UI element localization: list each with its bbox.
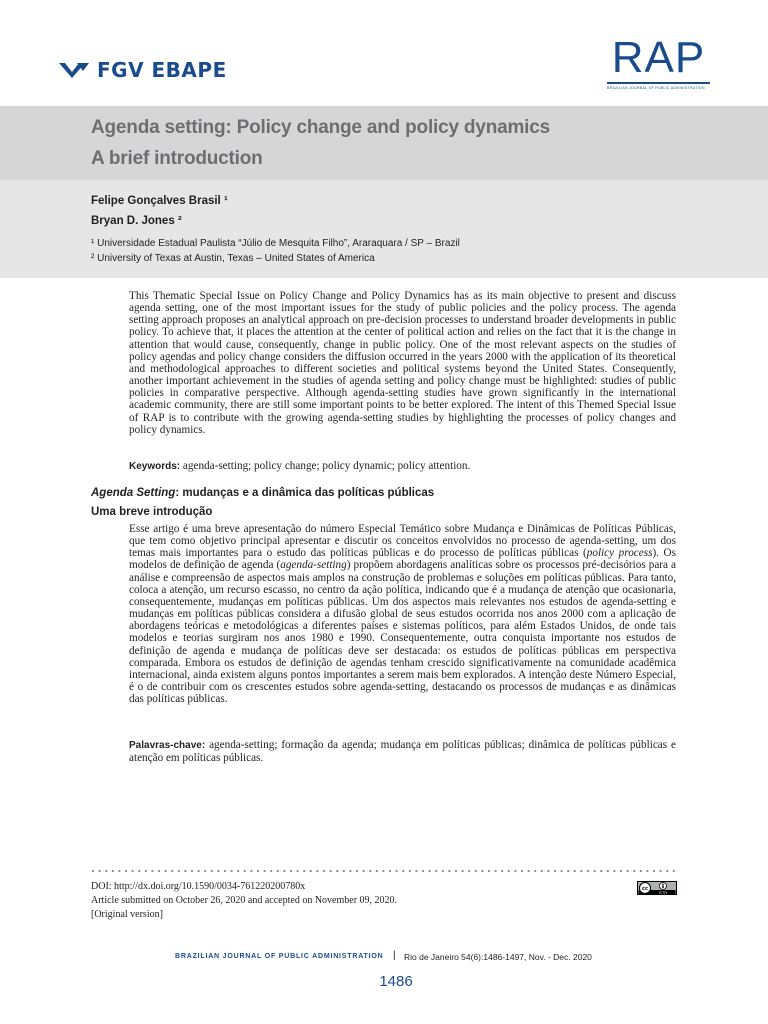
divider-dot	[600, 870, 602, 872]
divider-dot	[237, 870, 239, 872]
keywords-english	[129, 460, 676, 473]
divider-dot	[627, 870, 629, 872]
divider-dot	[666, 870, 668, 872]
divider-dot	[316, 870, 318, 872]
divider-dot	[613, 870, 615, 872]
keywords-text: agenda-setting; policy change; policy dynamic; policy attention.	[180, 460, 471, 472]
divider-dot	[211, 870, 213, 872]
abstract-portuguese-text: Esse artigo é uma breve apresentação do número Especial Temático sobre Mudança e Dinâmicas de Políticas Públicas, que tem como objetivo principal apresentar e discutir os conceitos envolvidos no processo de agenda-setting, um dos temas mais importantes para o estudo das políticas públicas e do processo de políticas públicas (	[129, 523, 676, 560]
divider-dot	[640, 870, 642, 872]
portuguese-subtitle: Uma breve introdução	[91, 506, 213, 518]
footer-separator: |	[393, 950, 396, 961]
divider-dot	[528, 870, 530, 872]
author-name: Bryan D. Jones ²	[91, 215, 182, 227]
journal-name: BRAZILIAN JOURNAL OF PUBLIC ADMINISTRATION	[175, 953, 384, 960]
divider-dot	[574, 870, 576, 872]
divider-dot	[376, 870, 378, 872]
divider-dot	[145, 870, 147, 872]
cc-badge-label: cc by	[658, 890, 668, 895]
rap-logo-subtitle: BRAZILIAN JOURNAL OF PUBLIC ADMINISTRATION	[607, 86, 705, 90]
divider-dot	[323, 870, 325, 872]
divider-dot	[303, 870, 305, 872]
abstract-portuguese-text: ) propõem abordagens analíticas sobre os processos pré-decisórios para a análise e compreensão de aspectos mais amplos na construção de problemas e soluções em políticas públicas. Para tanto, coloca a atenção, um recurso escasso, no centro da ação política, indicando que é a mudança de atenção que ocasionaria, consequentemente, mudanças em políticas públicas. Um dos aspectos mais relevantes nos estudos de agenda-setting e mudanças em políticas públicas considera a difusão global de seus estudos ocorrida nos anos 2000 com a aplicação de abordagens teóricas e metodológicas a diferentes países e sistemas políticos, para além Estados Unidos, de onde tais modelos e teorias surgiram nos anos 1980 e 1990. Consequentemente, outra conquista importante nos estudos de definição de agenda e mudança de políticas deve ser destacada: os estudos de políticas públicas em perspectiva comparada. Embora os estudos de definição de agendas tenham crescido significativamente na comunidade acadêmica internacional, ainda existem alguns pontos importantes a serem mais bem explorados. A intenção deste Número Especial, é o de contribuir com os crescentes estudos sobre agenda-setting, destacando os processos de mudanças e as dinâmicas das políticas públicas.	[129, 559, 676, 706]
divider-dot	[442, 870, 444, 872]
divider-dot	[257, 870, 259, 872]
divider-dot	[607, 870, 609, 872]
divider-dot	[382, 870, 384, 872]
divider-dot	[356, 870, 358, 872]
divider-dot	[363, 870, 365, 872]
divider-dot	[138, 870, 140, 872]
divider-dot	[594, 870, 596, 872]
fgv-ebape-logo	[59, 58, 227, 82]
divider-dot	[105, 870, 107, 872]
divider-dot	[283, 870, 285, 872]
keywords-pt-label: Palavras-chave:	[129, 740, 206, 751]
divider-dot	[92, 870, 94, 872]
divider-dot	[396, 870, 398, 872]
divider-dot	[435, 870, 437, 872]
divider-dot	[554, 870, 556, 872]
author-name: Felipe Gonçalves Brasil ¹	[91, 195, 228, 207]
divider-dot	[448, 870, 450, 872]
divider-dot	[567, 870, 569, 872]
divider-dot	[620, 870, 622, 872]
divider-dot	[409, 870, 411, 872]
divider-dot	[429, 870, 431, 872]
divider-dot	[633, 870, 635, 872]
divider-dot	[336, 870, 338, 872]
divider-dot	[151, 870, 153, 872]
divider-dot	[349, 870, 351, 872]
divider-dot	[488, 870, 490, 872]
fgv-logo-text: FGV EBAPE	[97, 58, 227, 82]
divider-dot	[343, 870, 345, 872]
divider-dot	[534, 870, 536, 872]
portuguese-title-rest: : mudanças e a dinâmica das políticas públicas	[175, 487, 435, 499]
divider-dot	[587, 870, 589, 872]
divider-dot	[660, 870, 662, 872]
divider-dot	[369, 870, 371, 872]
divider-dot	[541, 870, 543, 872]
divider-dot	[264, 870, 266, 872]
divider-dot	[580, 870, 582, 872]
divider-dot	[270, 870, 272, 872]
divider-dot	[112, 870, 114, 872]
divider-dot	[297, 870, 299, 872]
submission-dates: Article submitted on October 26, 2020 and accepted on November 09, 2020.	[91, 895, 398, 906]
divider-dot	[481, 870, 483, 872]
rap-logo-text: RAP	[611, 33, 706, 82]
keywords-pt-text: agenda-setting; formação da agenda; mudança em políticas públicas; dinâmica de políticas públicas e atenção em políticas públicas.	[129, 739, 676, 765]
divider-dot	[244, 870, 246, 872]
abstract-portuguese	[129, 523, 676, 705]
divider-dot	[217, 870, 219, 872]
divider-dot	[389, 870, 391, 872]
divider-dot	[422, 870, 424, 872]
keywords-portuguese	[129, 739, 676, 764]
divider-dot	[673, 870, 675, 872]
divider-dot	[310, 870, 312, 872]
page-number: 1486	[379, 973, 413, 990]
divider-dot	[402, 870, 404, 872]
divider-dot	[508, 870, 510, 872]
divider-dot	[653, 870, 655, 872]
divider-dot	[125, 870, 127, 872]
divider-dot	[250, 870, 252, 872]
divider-dot	[514, 870, 516, 872]
divider-dot	[462, 870, 464, 872]
divider-dot	[468, 870, 470, 872]
divider-dot	[475, 870, 477, 872]
divider-dot	[330, 870, 332, 872]
divider-dot	[99, 870, 101, 872]
divider-dot	[231, 870, 233, 872]
cc-by-license-icon[interactable]	[637, 881, 677, 895]
divider-dot	[118, 870, 120, 872]
abstract-portuguese-text: ). Os modelos de definição de agenda (	[129, 547, 676, 572]
divider-dot	[521, 870, 523, 872]
journal-reference: Rio de Janeiro 54(6):1486-1497, Nov. - Dec. 2020	[404, 952, 592, 962]
abstract-portuguese-italic: agenda-setting	[280, 559, 347, 572]
divider-dot	[178, 870, 180, 872]
svg-text:cc: cc	[642, 886, 648, 892]
divider-dot	[204, 870, 206, 872]
divider-dot	[165, 870, 167, 872]
divider-dot	[547, 870, 549, 872]
divider-dot	[158, 870, 160, 872]
divider-dot	[290, 870, 292, 872]
divider-dot	[184, 870, 186, 872]
divider-dot	[561, 870, 563, 872]
divider-dot	[646, 870, 648, 872]
abstract-portuguese-italic: policy process	[586, 547, 653, 560]
doi-link[interactable]: DOI: http://dx.doi.org/10.1590/0034-761220200780x	[91, 881, 306, 892]
rap-logo-rule	[607, 82, 710, 84]
divider-dot	[224, 870, 226, 872]
article-subtitle: A brief introduction	[91, 148, 263, 169]
divider-dot	[495, 870, 497, 872]
article-title: Agenda setting: Policy change and policy dynamics	[91, 117, 550, 138]
original-version-note: [Original version]	[91, 909, 163, 920]
divider-dot	[171, 870, 173, 872]
portuguese-title-italic: Agenda Setting	[91, 487, 176, 499]
divider-dot	[198, 870, 200, 872]
divider-dot	[277, 870, 279, 872]
author-affiliation: ² University of Texas at Austin, Texas – United States of America	[91, 253, 375, 264]
abstract-english: This Thematic Special Issue on Policy Change and Policy Dynamics has as its main objective to present and discuss agenda setting, one of the most important issues for the study of public policies and the policy process. The agenda setting approach proposes an analytical approach on pre-decision processes to understand broader developments in public policy. To achieve that, it places the attention at the center of political action and relies on the fact that it is the change in attention that would cause, consequently, change in public policy. One of the most relevant aspects on the studies of policy agendas and policy change considers the diffusion occurred in the years 2000 with the application of its theoretical and methodological approaches to different societies and political systems beyond the United States. Consequently, another important achievement in the studies of agenda setting and policy change must be highlighted: studies of public policies in comparative perspective. Although agenda-setting studies have grown significantly in the international academic community, there are still some important points to be better explored. The intent of this Themed Special Issue of RAP is to contribute with the growing agenda-setting studies by highlighting the processes of policy changes and policy dynamics.	[129, 290, 676, 436]
dotted-divider	[91, 868, 677, 874]
fgv-chevron-icon	[59, 62, 89, 78]
divider-dot	[415, 870, 417, 872]
author-affiliation: ¹ Universidade Estadual Paulista “Júlio de Mesquita Filho”, Araraquara / SP – Brazil	[91, 238, 460, 249]
keywords-label: Keywords:	[129, 461, 181, 472]
portuguese-title	[91, 487, 434, 499]
rap-logo	[607, 33, 710, 90]
divider-dot	[455, 870, 457, 872]
divider-dot	[501, 870, 503, 872]
divider-dot	[132, 870, 134, 872]
divider-dot	[191, 870, 193, 872]
